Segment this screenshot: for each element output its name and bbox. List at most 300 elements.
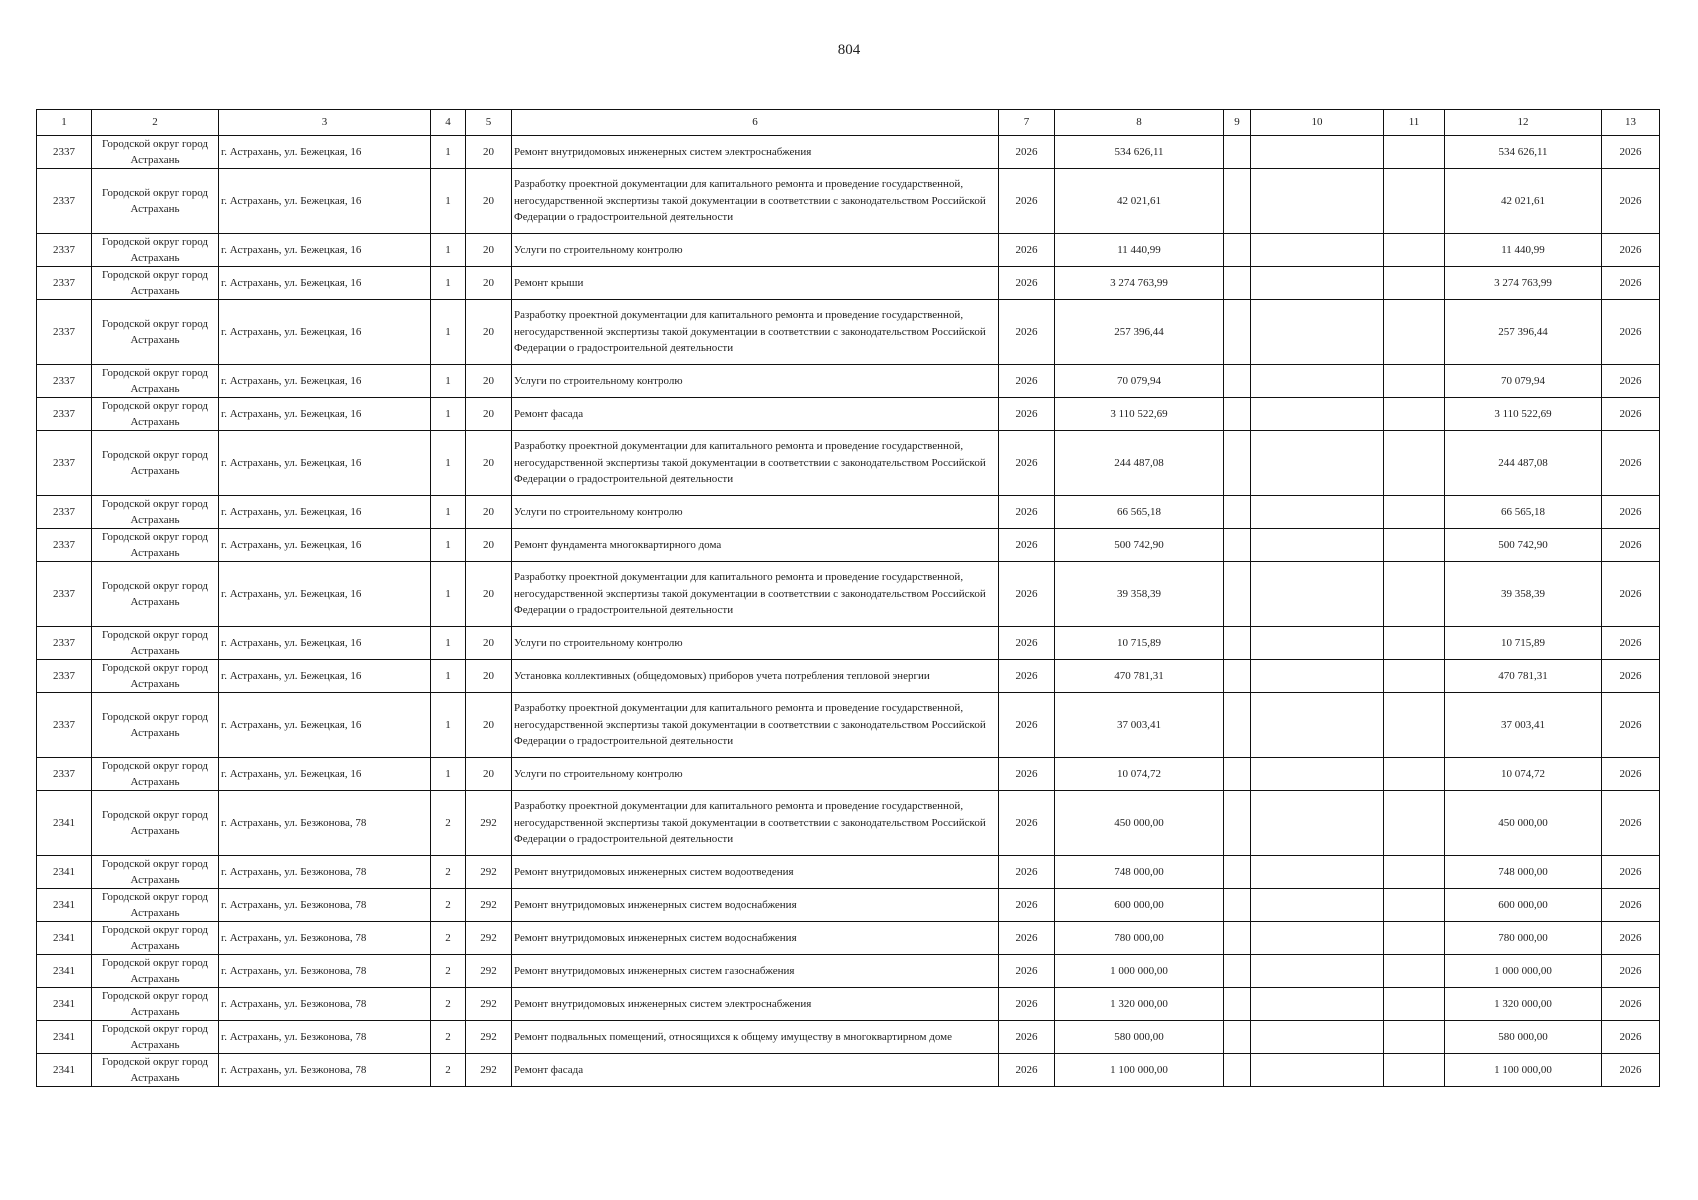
work-type-cell: Услуги по строительному контролю: [512, 627, 999, 660]
col-4-value-cell: 1: [431, 234, 466, 267]
col-9-value-cell: [1224, 922, 1251, 955]
col-10-value-cell: [1251, 660, 1384, 693]
work-type-cell: Ремонт внутридомовых инженерных систем электроснабжения: [512, 988, 999, 1021]
municipality-cell: Городской округ город Астрахань: [92, 365, 219, 398]
col-4-value-cell: 1: [431, 562, 466, 627]
planned-year-cell: 2026: [1602, 431, 1660, 496]
col-4-value-cell: 1: [431, 300, 466, 365]
work-type-cell: Разработку проектной документации для капитального ремонта и проведение государственной, негосударственной экспертизы такой документации в соответствии с законодательством Российской Федерации о градостроительной деятельности: [512, 169, 999, 234]
col-header-1: 1: [37, 110, 92, 136]
col-10-value-cell: [1251, 234, 1384, 267]
table-row: [37, 1054, 1660, 1087]
work-type-cell: Установка коллективных (общедомовых) приборов учета потребления тепловой энергии: [512, 660, 999, 693]
col-4-value-cell: 2: [431, 889, 466, 922]
work-type-cell: Разработку проектной документации для капитального ремонта и проведение государственной, негосударственной экспертизы такой документации в соответствии с законодательством Российской Федерации о градостроительной деятельности: [512, 791, 999, 856]
col-10-value-cell: [1251, 693, 1384, 758]
municipality-cell: Городской округ город Астрахань: [92, 529, 219, 562]
col-11-value-cell: [1384, 431, 1445, 496]
year-cell: 2026: [999, 856, 1055, 889]
col-5-value-cell: 20: [466, 267, 512, 300]
col-10-value-cell: [1251, 1054, 1384, 1087]
municipality-cell: Городской округ город Астрахань: [92, 693, 219, 758]
col-10-value-cell: [1251, 496, 1384, 529]
fund-cost-cell: 534 626,11: [1445, 136, 1602, 169]
col-5-value-cell: 292: [466, 988, 512, 1021]
row-number-cell: 2337: [37, 431, 92, 496]
row-number-cell: 2337: [37, 496, 92, 529]
col-header-11: 11: [1384, 110, 1445, 136]
work-type-cell: Ремонт подвальных помещений, относящихся к общему имуществу в многоквартирном доме: [512, 1021, 999, 1054]
year-cell: 2026: [999, 889, 1055, 922]
planned-year-cell: 2026: [1602, 267, 1660, 300]
work-type-cell: Ремонт внутридомовых инженерных систем электроснабжения: [512, 136, 999, 169]
col-9-value-cell: [1224, 398, 1251, 431]
col-4-value-cell: 1: [431, 431, 466, 496]
fund-cost-cell: 3 110 522,69: [1445, 398, 1602, 431]
col-10-value-cell: [1251, 988, 1384, 1021]
planned-year-cell: 2026: [1602, 496, 1660, 529]
table-row: [37, 529, 1660, 562]
col-4-value-cell: 1: [431, 529, 466, 562]
address-cell: г. Астрахань, ул. Бежецкая, 16: [219, 693, 431, 758]
total-cost-cell: 580 000,00: [1055, 1021, 1224, 1054]
work-type-cell: Разработку проектной документации для капитального ремонта и проведение государственной, негосударственной экспертизы такой документации в соответствии с законодательством Российской Федерации о градостроительной деятельности: [512, 431, 999, 496]
col-11-value-cell: [1384, 791, 1445, 856]
row-number-cell: 2341: [37, 988, 92, 1021]
col-9-value-cell: [1224, 758, 1251, 791]
municipality-cell: Городской округ город Астрахань: [92, 922, 219, 955]
row-number-cell: 2341: [37, 1054, 92, 1087]
col-9-value-cell: [1224, 1021, 1251, 1054]
address-cell: г. Астрахань, ул. Бежецкая, 16: [219, 169, 431, 234]
planned-year-cell: 2026: [1602, 562, 1660, 627]
row-number-cell: 2337: [37, 627, 92, 660]
row-number-cell: 2337: [37, 693, 92, 758]
col-9-value-cell: [1224, 562, 1251, 627]
col-5-value-cell: 20: [466, 365, 512, 398]
municipality-cell: Городской округ город Астрахань: [92, 136, 219, 169]
table-row: [37, 398, 1660, 431]
address-cell: г. Астрахань, ул. Безжонова, 78: [219, 856, 431, 889]
address-cell: г. Астрахань, ул. Безжонова, 78: [219, 791, 431, 856]
row-number-cell: 2341: [37, 889, 92, 922]
col-11-value-cell: [1384, 922, 1445, 955]
planned-year-cell: 2026: [1602, 398, 1660, 431]
address-cell: г. Астрахань, ул. Безжонова, 78: [219, 889, 431, 922]
planned-year-cell: 2026: [1602, 791, 1660, 856]
fund-cost-cell: 748 000,00: [1445, 856, 1602, 889]
year-cell: 2026: [999, 693, 1055, 758]
row-number-cell: 2337: [37, 365, 92, 398]
work-type-cell: Ремонт фасада: [512, 398, 999, 431]
fund-cost-cell: 470 781,31: [1445, 660, 1602, 693]
col-11-value-cell: [1384, 529, 1445, 562]
total-cost-cell: 11 440,99: [1055, 234, 1224, 267]
municipality-cell: Городской округ город Астрахань: [92, 758, 219, 791]
col-11-value-cell: [1384, 758, 1445, 791]
row-number-cell: 2341: [37, 856, 92, 889]
row-number-cell: 2337: [37, 267, 92, 300]
col-4-value-cell: 1: [431, 693, 466, 758]
work-type-cell: Ремонт фасада: [512, 1054, 999, 1087]
work-type-cell: Разработку проектной документации для капитального ремонта и проведение государственной, негосударственной экспертизы такой документации в соответствии с законодательством Российской Федерации о градостроительной деятельности: [512, 693, 999, 758]
col-11-value-cell: [1384, 365, 1445, 398]
municipality-cell: Городской округ город Астрахань: [92, 300, 219, 365]
address-cell: г. Астрахань, ул. Бежецкая, 16: [219, 660, 431, 693]
col-5-value-cell: 292: [466, 791, 512, 856]
work-type-cell: Ремонт внутридомовых инженерных систем водоотведения: [512, 856, 999, 889]
total-cost-cell: 534 626,11: [1055, 136, 1224, 169]
planned-year-cell: 2026: [1602, 922, 1660, 955]
col-9-value-cell: [1224, 496, 1251, 529]
total-cost-cell: 3 274 763,99: [1055, 267, 1224, 300]
table-row: [37, 955, 1660, 988]
address-cell: г. Астрахань, ул. Безжонова, 78: [219, 1021, 431, 1054]
table-row: [37, 431, 1660, 496]
row-number-cell: 2341: [37, 791, 92, 856]
col-5-value-cell: 20: [466, 136, 512, 169]
address-cell: г. Астрахань, ул. Бежецкая, 16: [219, 627, 431, 660]
address-cell: г. Астрахань, ул. Безжонова, 78: [219, 955, 431, 988]
fund-cost-cell: 1 000 000,00: [1445, 955, 1602, 988]
col-4-value-cell: 2: [431, 1054, 466, 1087]
col-10-value-cell: [1251, 758, 1384, 791]
address-cell: г. Астрахань, ул. Бежецкая, 16: [219, 300, 431, 365]
col-5-value-cell: 292: [466, 1021, 512, 1054]
col-header-9: 9: [1224, 110, 1251, 136]
planned-year-cell: 2026: [1602, 889, 1660, 922]
table-row: [37, 136, 1660, 169]
planned-year-cell: 2026: [1602, 169, 1660, 234]
col-5-value-cell: 20: [466, 660, 512, 693]
year-cell: 2026: [999, 431, 1055, 496]
table-row: [37, 988, 1660, 1021]
col-header-13: 13: [1602, 110, 1660, 136]
year-cell: 2026: [999, 496, 1055, 529]
col-5-value-cell: 20: [466, 300, 512, 365]
col-header-10: 10: [1251, 110, 1384, 136]
col-9-value-cell: [1224, 529, 1251, 562]
work-type-cell: Ремонт внутридомовых инженерных систем газоснабжения: [512, 955, 999, 988]
total-cost-cell: 1 320 000,00: [1055, 988, 1224, 1021]
fund-cost-cell: 780 000,00: [1445, 922, 1602, 955]
col-11-value-cell: [1384, 627, 1445, 660]
row-number-cell: 2337: [37, 758, 92, 791]
fund-cost-cell: 600 000,00: [1445, 889, 1602, 922]
col-10-value-cell: [1251, 398, 1384, 431]
col-9-value-cell: [1224, 955, 1251, 988]
address-cell: г. Астрахань, ул. Бежецкая, 16: [219, 758, 431, 791]
col-9-value-cell: [1224, 431, 1251, 496]
col-5-value-cell: 292: [466, 856, 512, 889]
col-11-value-cell: [1384, 1054, 1445, 1087]
municipality-cell: Городской округ город Астрахань: [92, 955, 219, 988]
row-number-cell: 2337: [37, 529, 92, 562]
col-9-value-cell: [1224, 660, 1251, 693]
table-row: [37, 889, 1660, 922]
fund-cost-cell: 3 274 763,99: [1445, 267, 1602, 300]
total-cost-cell: 10 715,89: [1055, 627, 1224, 660]
col-5-value-cell: 292: [466, 1054, 512, 1087]
year-cell: 2026: [999, 988, 1055, 1021]
col-4-value-cell: 2: [431, 955, 466, 988]
table-row: [37, 660, 1660, 693]
col-5-value-cell: 20: [466, 758, 512, 791]
fund-cost-cell: 450 000,00: [1445, 791, 1602, 856]
total-cost-cell: 70 079,94: [1055, 365, 1224, 398]
col-5-value-cell: 20: [466, 169, 512, 234]
total-cost-cell: 3 110 522,69: [1055, 398, 1224, 431]
fund-cost-cell: 42 021,61: [1445, 169, 1602, 234]
col-9-value-cell: [1224, 693, 1251, 758]
col-4-value-cell: 2: [431, 856, 466, 889]
page-number: 804: [837, 42, 861, 58]
year-cell: 2026: [999, 955, 1055, 988]
col-11-value-cell: [1384, 660, 1445, 693]
fund-cost-cell: 500 742,90: [1445, 529, 1602, 562]
col-9-value-cell: [1224, 267, 1251, 300]
work-type-cell: Разработку проектной документации для капитального ремонта и проведение государственной, негосударственной экспертизы такой документации в соответствии с законодательством Российской Федерации о градостроительной деятельности: [512, 300, 999, 365]
col-10-value-cell: [1251, 562, 1384, 627]
col-4-value-cell: 2: [431, 1021, 466, 1054]
fund-cost-cell: 70 079,94: [1445, 365, 1602, 398]
col-11-value-cell: [1384, 856, 1445, 889]
year-cell: 2026: [999, 1054, 1055, 1087]
col-10-value-cell: [1251, 136, 1384, 169]
row-number-cell: 2337: [37, 398, 92, 431]
address-cell: г. Астрахань, ул. Безжонова, 78: [219, 1054, 431, 1087]
fund-cost-cell: 10 715,89: [1445, 627, 1602, 660]
municipality-cell: Городской округ город Астрахань: [92, 627, 219, 660]
col-11-value-cell: [1384, 496, 1445, 529]
total-cost-cell: 450 000,00: [1055, 791, 1224, 856]
col-10-value-cell: [1251, 431, 1384, 496]
col-11-value-cell: [1384, 955, 1445, 988]
year-cell: 2026: [999, 398, 1055, 431]
row-number-cell: 2337: [37, 234, 92, 267]
col-4-value-cell: 1: [431, 758, 466, 791]
work-type-cell: Ремонт крыши: [512, 267, 999, 300]
table-row: [37, 365, 1660, 398]
table-row: [37, 1021, 1660, 1054]
col-10-value-cell: [1251, 856, 1384, 889]
total-cost-cell: 500 742,90: [1055, 529, 1224, 562]
planned-year-cell: 2026: [1602, 1054, 1660, 1087]
col-header-8: 8: [1055, 110, 1224, 136]
planned-year-cell: 2026: [1602, 365, 1660, 398]
planned-year-cell: 2026: [1602, 529, 1660, 562]
col-5-value-cell: 20: [466, 234, 512, 267]
col-4-value-cell: 1: [431, 496, 466, 529]
col-4-value-cell: 1: [431, 660, 466, 693]
address-cell: г. Астрахань, ул. Бежецкая, 16: [219, 529, 431, 562]
row-number-cell: 2341: [37, 1021, 92, 1054]
total-cost-cell: 10 074,72: [1055, 758, 1224, 791]
col-11-value-cell: [1384, 234, 1445, 267]
col-4-value-cell: 2: [431, 988, 466, 1021]
table-row: [37, 758, 1660, 791]
municipality-cell: Городской округ город Астрахань: [92, 856, 219, 889]
year-cell: 2026: [999, 136, 1055, 169]
municipality-cell: Городской округ город Астрахань: [92, 234, 219, 267]
total-cost-cell: 257 396,44: [1055, 300, 1224, 365]
municipality-cell: Городской округ город Астрахань: [92, 562, 219, 627]
col-9-value-cell: [1224, 365, 1251, 398]
col-5-value-cell: 20: [466, 693, 512, 758]
col-5-value-cell: 292: [466, 955, 512, 988]
fund-cost-cell: 1 100 000,00: [1445, 1054, 1602, 1087]
municipality-cell: Городской округ город Астрахань: [92, 398, 219, 431]
col-header-5: 5: [466, 110, 512, 136]
year-cell: 2026: [999, 562, 1055, 627]
table-row: [37, 562, 1660, 627]
col-header-4: 4: [431, 110, 466, 136]
col-9-value-cell: [1224, 791, 1251, 856]
municipality-cell: Городской округ город Астрахань: [92, 267, 219, 300]
table-row: [37, 693, 1660, 758]
work-type-cell: Услуги по строительному контролю: [512, 234, 999, 267]
planned-year-cell: 2026: [1602, 693, 1660, 758]
col-5-value-cell: 20: [466, 562, 512, 627]
col-11-value-cell: [1384, 693, 1445, 758]
total-cost-cell: 1 100 000,00: [1055, 1054, 1224, 1087]
address-cell: г. Астрахань, ул. Бежецкая, 16: [219, 496, 431, 529]
municipality-cell: Городской округ город Астрахань: [92, 660, 219, 693]
table-row: [37, 922, 1660, 955]
col-4-value-cell: 1: [431, 169, 466, 234]
col-header-3: 3: [219, 110, 431, 136]
planned-year-cell: 2026: [1602, 955, 1660, 988]
col-5-value-cell: 20: [466, 529, 512, 562]
year-cell: 2026: [999, 365, 1055, 398]
col-11-value-cell: [1384, 988, 1445, 1021]
col-11-value-cell: [1384, 169, 1445, 234]
address-cell: г. Астрахань, ул. Безжонова, 78: [219, 988, 431, 1021]
municipality-cell: Городской округ город Астрахань: [92, 1054, 219, 1087]
table-row: [37, 300, 1660, 365]
col-4-value-cell: 1: [431, 398, 466, 431]
table-row: [37, 234, 1660, 267]
address-cell: г. Астрахань, ул. Бежецкая, 16: [219, 267, 431, 300]
municipality-cell: Городской округ город Астрахань: [92, 791, 219, 856]
row-number-cell: 2337: [37, 562, 92, 627]
col-10-value-cell: [1251, 300, 1384, 365]
capital-repair-table: [36, 109, 1660, 1087]
planned-year-cell: 2026: [1602, 234, 1660, 267]
year-cell: 2026: [999, 1021, 1055, 1054]
planned-year-cell: 2026: [1602, 988, 1660, 1021]
year-cell: 2026: [999, 791, 1055, 856]
address-cell: г. Астрахань, ул. Бежецкая, 16: [219, 562, 431, 627]
col-9-value-cell: [1224, 627, 1251, 660]
work-type-cell: Услуги по строительному контролю: [512, 365, 999, 398]
header-row: [37, 110, 1660, 136]
col-5-value-cell: 20: [466, 627, 512, 660]
col-10-value-cell: [1251, 529, 1384, 562]
row-number-cell: 2337: [37, 300, 92, 365]
year-cell: 2026: [999, 529, 1055, 562]
year-cell: 2026: [999, 922, 1055, 955]
total-cost-cell: 66 565,18: [1055, 496, 1224, 529]
total-cost-cell: 780 000,00: [1055, 922, 1224, 955]
address-cell: г. Астрахань, ул. Бежецкая, 16: [219, 431, 431, 496]
total-cost-cell: 600 000,00: [1055, 889, 1224, 922]
planned-year-cell: 2026: [1602, 627, 1660, 660]
fund-cost-cell: 580 000,00: [1445, 1021, 1602, 1054]
row-number-cell: 2341: [37, 955, 92, 988]
total-cost-cell: 37 003,41: [1055, 693, 1224, 758]
address-cell: г. Астрахань, ул. Бежецкая, 16: [219, 136, 431, 169]
col-4-value-cell: 1: [431, 136, 466, 169]
col-4-value-cell: 2: [431, 922, 466, 955]
year-cell: 2026: [999, 758, 1055, 791]
col-5-value-cell: 20: [466, 398, 512, 431]
municipality-cell: Городской округ город Астрахань: [92, 169, 219, 234]
col-11-value-cell: [1384, 136, 1445, 169]
address-cell: г. Астрахань, ул. Бежецкая, 16: [219, 365, 431, 398]
year-cell: 2026: [999, 300, 1055, 365]
fund-cost-cell: 1 320 000,00: [1445, 988, 1602, 1021]
col-4-value-cell: 1: [431, 627, 466, 660]
col-10-value-cell: [1251, 955, 1384, 988]
work-type-cell: Ремонт фундамента многоквартирного дома: [512, 529, 999, 562]
fund-cost-cell: 11 440,99: [1445, 234, 1602, 267]
fund-cost-cell: 10 074,72: [1445, 758, 1602, 791]
planned-year-cell: 2026: [1602, 300, 1660, 365]
fund-cost-cell: 37 003,41: [1445, 693, 1602, 758]
col-10-value-cell: [1251, 922, 1384, 955]
col-9-value-cell: [1224, 856, 1251, 889]
municipality-cell: Городской округ город Астрахань: [92, 889, 219, 922]
table-row: [37, 496, 1660, 529]
col-header-6: 6: [512, 110, 999, 136]
municipality-cell: Городской округ город Астрахань: [92, 988, 219, 1021]
total-cost-cell: 470 781,31: [1055, 660, 1224, 693]
col-9-value-cell: [1224, 889, 1251, 922]
planned-year-cell: 2026: [1602, 758, 1660, 791]
col-5-value-cell: 292: [466, 922, 512, 955]
table-row: [37, 791, 1660, 856]
col-10-value-cell: [1251, 791, 1384, 856]
municipality-cell: Городской округ город Астрахань: [92, 431, 219, 496]
col-5-value-cell: 292: [466, 889, 512, 922]
work-type-cell: Услуги по строительному контролю: [512, 758, 999, 791]
row-number-cell: 2337: [37, 136, 92, 169]
col-10-value-cell: [1251, 1021, 1384, 1054]
table-row: [37, 267, 1660, 300]
address-cell: г. Астрахань, ул. Безжонова, 78: [219, 922, 431, 955]
col-11-value-cell: [1384, 1021, 1445, 1054]
table-row: [37, 627, 1660, 660]
col-9-value-cell: [1224, 169, 1251, 234]
municipality-cell: Городской округ город Астрахань: [92, 1021, 219, 1054]
fund-cost-cell: 257 396,44: [1445, 300, 1602, 365]
col-header-12: 12: [1445, 110, 1602, 136]
total-cost-cell: 1 000 000,00: [1055, 955, 1224, 988]
col-10-value-cell: [1251, 627, 1384, 660]
work-type-cell: Услуги по строительному контролю: [512, 496, 999, 529]
col-4-value-cell: 1: [431, 365, 466, 398]
col-11-value-cell: [1384, 562, 1445, 627]
col-9-value-cell: [1224, 136, 1251, 169]
col-header-7: 7: [999, 110, 1055, 136]
col-10-value-cell: [1251, 365, 1384, 398]
col-11-value-cell: [1384, 889, 1445, 922]
total-cost-cell: 42 021,61: [1055, 169, 1224, 234]
planned-year-cell: 2026: [1602, 856, 1660, 889]
year-cell: 2026: [999, 169, 1055, 234]
total-cost-cell: 244 487,08: [1055, 431, 1224, 496]
